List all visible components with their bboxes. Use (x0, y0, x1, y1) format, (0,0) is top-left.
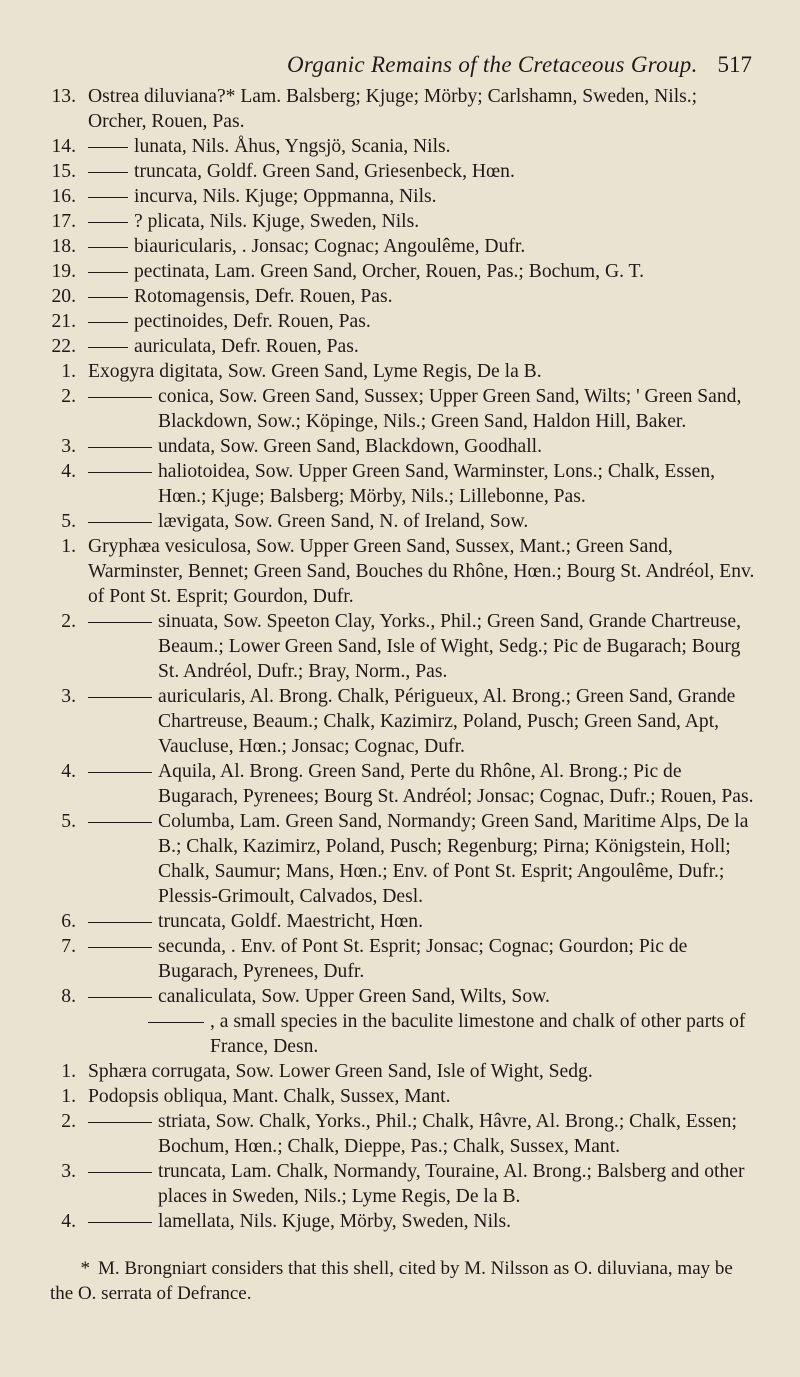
entry-number: 22. (51, 336, 76, 357)
entry-number: 3. (61, 1161, 76, 1182)
entry-text: Rotomagensis, Defr. Rouen, Pas. (134, 286, 393, 307)
entry-number: 4. (61, 1211, 76, 1232)
entry-number: 8. (61, 986, 76, 1007)
entry-text: , a small species in the baculite limestone and chalk of other parts of France, Desn. (210, 1011, 746, 1057)
entry-text: Columba, Lam. Green Sand, Normandy; Green Sand, Maritime Alps, De la B.; Chalk, Kazimirz, Poland, Pusch; Regenburg; Pirna; Königstein, Holl; Chalk, Saumur; Mans, Hœn.; Env. of Pont St. Esprit; Angoulême, Dufr.; Plessis-Grimoult, Calvados, Desl. (158, 811, 749, 907)
species-list (40, 84, 760, 1234)
species-entry (40, 984, 760, 1009)
species-entry (40, 159, 760, 184)
entry-text: Ostrea diluviana?* Lam. Balsberg; Kjuge; Mörby; Carlshamn, Sweden, Nils.; Orcher, Rouen, Pas. (88, 86, 698, 132)
species-entry (40, 84, 760, 134)
species-entry (40, 1209, 760, 1234)
species-entry (40, 934, 760, 984)
footnote-marker: * (80, 1258, 90, 1279)
species-entry (40, 909, 760, 934)
ditto-dash (88, 822, 152, 823)
entry-text: striata, Sow. Chalk, Yorks., Phil.; Chalk, Hâvre, Al. Brong.; Chalk, Essen; Bochum, Hœn.; Chalk, Dieppe, Pas.; Chalk, Sussex, Mant. (158, 1111, 737, 1157)
entry-text: biauricularis, . Jonsac; Cognac; Angoulême, Dufr. (134, 236, 526, 257)
species-entry (40, 209, 760, 234)
ditto-dash (88, 197, 128, 198)
species-entry (40, 459, 760, 509)
ditto-dash (88, 922, 152, 923)
entry-text: truncata, Goldf. Green Sand, Griesenbeck, Hœn. (134, 161, 515, 182)
entry-number: 20. (51, 286, 76, 307)
ditto-dash (88, 322, 128, 323)
ditto-dash (88, 172, 128, 173)
entry-number: 1. (61, 1086, 76, 1107)
ditto-dash (88, 222, 128, 223)
entry-number: 2. (61, 1111, 76, 1132)
ditto-dash (88, 347, 128, 348)
entry-number: 15. (51, 161, 76, 182)
species-entry (40, 309, 760, 334)
entry-text: Aquila, Al. Brong. Green Sand, Perte du Rhône, Al. Brong.; Pic de Bugarach, Pyrenees; Bourg St. Andréol; Jonsac; Cognac, Dufr.; Rouen, Pas. (158, 761, 754, 807)
entry-text: haliotoidea, Sow. Upper Green Sand, Warminster, Lons.; Chalk, Essen, Hœn.; Kjuge; Balsberg; Mörby, Nils.; Lillebonne, Pas. (158, 461, 716, 507)
entry-number: 2. (61, 386, 76, 407)
entry-number: 7. (61, 936, 76, 957)
species-entry (40, 234, 760, 259)
ditto-dash (88, 697, 152, 698)
entry-number: 5. (61, 511, 76, 532)
species-entry (40, 334, 760, 359)
running-title: Organic Remains of the Cretaceous Group. (287, 52, 698, 77)
entry-number: 21. (51, 311, 76, 332)
species-entry (40, 534, 760, 609)
entry-number: 3. (61, 686, 76, 707)
ditto-dash (88, 997, 152, 998)
ditto-dash (148, 1022, 204, 1023)
ditto-dash (88, 1222, 152, 1223)
entry-number: 4. (61, 761, 76, 782)
ditto-dash (88, 397, 152, 398)
species-entry (40, 384, 760, 434)
species-entry (40, 1159, 760, 1209)
entry-text: lævigata, Sow. Green Sand, N. of Ireland, Sow. (158, 511, 529, 532)
ditto-dash (88, 147, 128, 148)
footnote-text: M. Brongniart considers that this shell, cited by M. Nilsson as O. diluviana, may be the O. serrata of Defrance. (50, 1258, 733, 1304)
footnote (40, 1256, 760, 1306)
species-entry (40, 509, 760, 534)
entry-text: undata, Sow. Green Sand, Blackdown, Goodhall. (158, 436, 543, 457)
ditto-dash (88, 297, 128, 298)
species-entry (40, 359, 760, 384)
species-entry (40, 134, 760, 159)
ditto-dash (88, 472, 152, 473)
ditto-dash (88, 622, 152, 623)
entry-number: 4. (61, 461, 76, 482)
species-entry (40, 1109, 760, 1159)
entry-text: Podopsis obliqua, Mant. Chalk, Sussex, Mant. (88, 1086, 451, 1107)
entry-number: 3. (61, 436, 76, 457)
ditto-dash (88, 1172, 152, 1173)
entry-text: incurva, Nils. Kjuge; Oppmanna, Nils. (134, 186, 437, 207)
entry-number: 18. (51, 236, 76, 257)
entry-text: pectinata, Lam. Green Sand, Orcher, Rouen, Pas.; Bochum, G. T. (134, 261, 644, 282)
entry-text: Gryphæa vesiculosa, Sow. Upper Green Sand, Sussex, Mant.; Green Sand, Warminster, Bennet; Green Sand, Bouches du Rhône, Hœn.; Bourg St. Andréol, Env. of Pont St. Esprit; Gourdon, Dufr. (88, 536, 755, 607)
ditto-dash (88, 772, 152, 773)
species-entry (40, 434, 760, 459)
entry-text: ? plicata, Nils. Kjuge, Sweden, Nils. (134, 211, 420, 232)
species-entry (40, 284, 760, 309)
entry-text: secunda, . Env. of Pont St. Esprit; Jonsac; Cognac; Gourdon; Pic de Bugarach, Pyrenees, Dufr. (158, 936, 688, 982)
ditto-dash (88, 247, 128, 248)
running-head (40, 40, 760, 84)
entry-number: 19. (51, 261, 76, 282)
entry-number: 1. (61, 361, 76, 382)
species-entry (40, 759, 760, 809)
species-entry (40, 1084, 760, 1109)
entry-number: 16. (51, 186, 76, 207)
entry-text: pectinoides, Defr. Rouen, Pas. (134, 311, 371, 332)
species-entry (40, 259, 760, 284)
entry-number: 2. (61, 611, 76, 632)
entry-text: auriculata, Defr. Rouen, Pas. (134, 336, 359, 357)
entry-number: 17. (51, 211, 76, 232)
species-entry (40, 184, 760, 209)
entry-number: 14. (51, 136, 76, 157)
ditto-dash (88, 272, 128, 273)
entry-number: 5. (61, 811, 76, 832)
entry-text: lamellata, Nils. Kjuge, Mörby, Sweden, Nils. (158, 1211, 511, 1232)
entry-text: sinuata, Sow. Speeton Clay, Yorks., Phil.; Green Sand, Grande Chartreuse, Beaum.; Lower Green Sand, Isle of Wight, Sedg.; Pic de Bugarach; Bourg St. Andréol, Dufr.; Bray, Norm., Pas. (158, 611, 742, 682)
species-entry (40, 684, 760, 759)
entry-number: 1. (61, 536, 76, 557)
species-entry (40, 609, 760, 684)
species-entry (40, 809, 760, 909)
entry-text: truncata, Lam. Chalk, Normandy, Touraine, Al. Brong.; Balsberg and other places in Sweden, Nils.; Lyme Regis, De la B. (158, 1161, 745, 1207)
page-number: 517 (717, 52, 752, 77)
entry-text: Exogyra digitata, Sow. Green Sand, Lyme Regis, De la B. (88, 361, 542, 382)
ditto-dash (88, 522, 152, 523)
entry-text: truncata, Goldf. Maestricht, Hœn. (158, 911, 423, 932)
species-entry (40, 1059, 760, 1084)
entry-text: conica, Sow. Green Sand, Sussex; Upper Green Sand, Wilts; ' Green Sand, Blackdown, Sow.; Köpinge, Nils.; Green Sand, Haldon Hill, Baker. (158, 386, 742, 432)
entry-number: 6. (61, 911, 76, 932)
entry-text: auricularis, Al. Brong. Chalk, Périgueux, Al. Brong.; Green Sand, Grande Chartreuse, Beaum.; Chalk, Kazimirz, Poland, Pusch; Green Sand, Apt, Vaucluse, Hœn.; Jonsac; Cognac, Dufr. (158, 686, 736, 757)
ditto-dash (88, 947, 152, 948)
entry-text: Sphæra corrugata, Sow. Lower Green Sand, Isle of Wight, Sedg. (88, 1061, 593, 1082)
ditto-dash (88, 447, 152, 448)
entry-text: canaliculata, Sow. Upper Green Sand, Wilts, Sow. (158, 986, 550, 1007)
entry-text: lunata, Nils. Åhus, Yngsjö, Scania, Nils. (134, 136, 451, 157)
ditto-dash (88, 1122, 152, 1123)
entry-number: 13. (51, 86, 76, 107)
species-entry (40, 1009, 760, 1059)
entry-number: 1. (61, 1061, 76, 1082)
